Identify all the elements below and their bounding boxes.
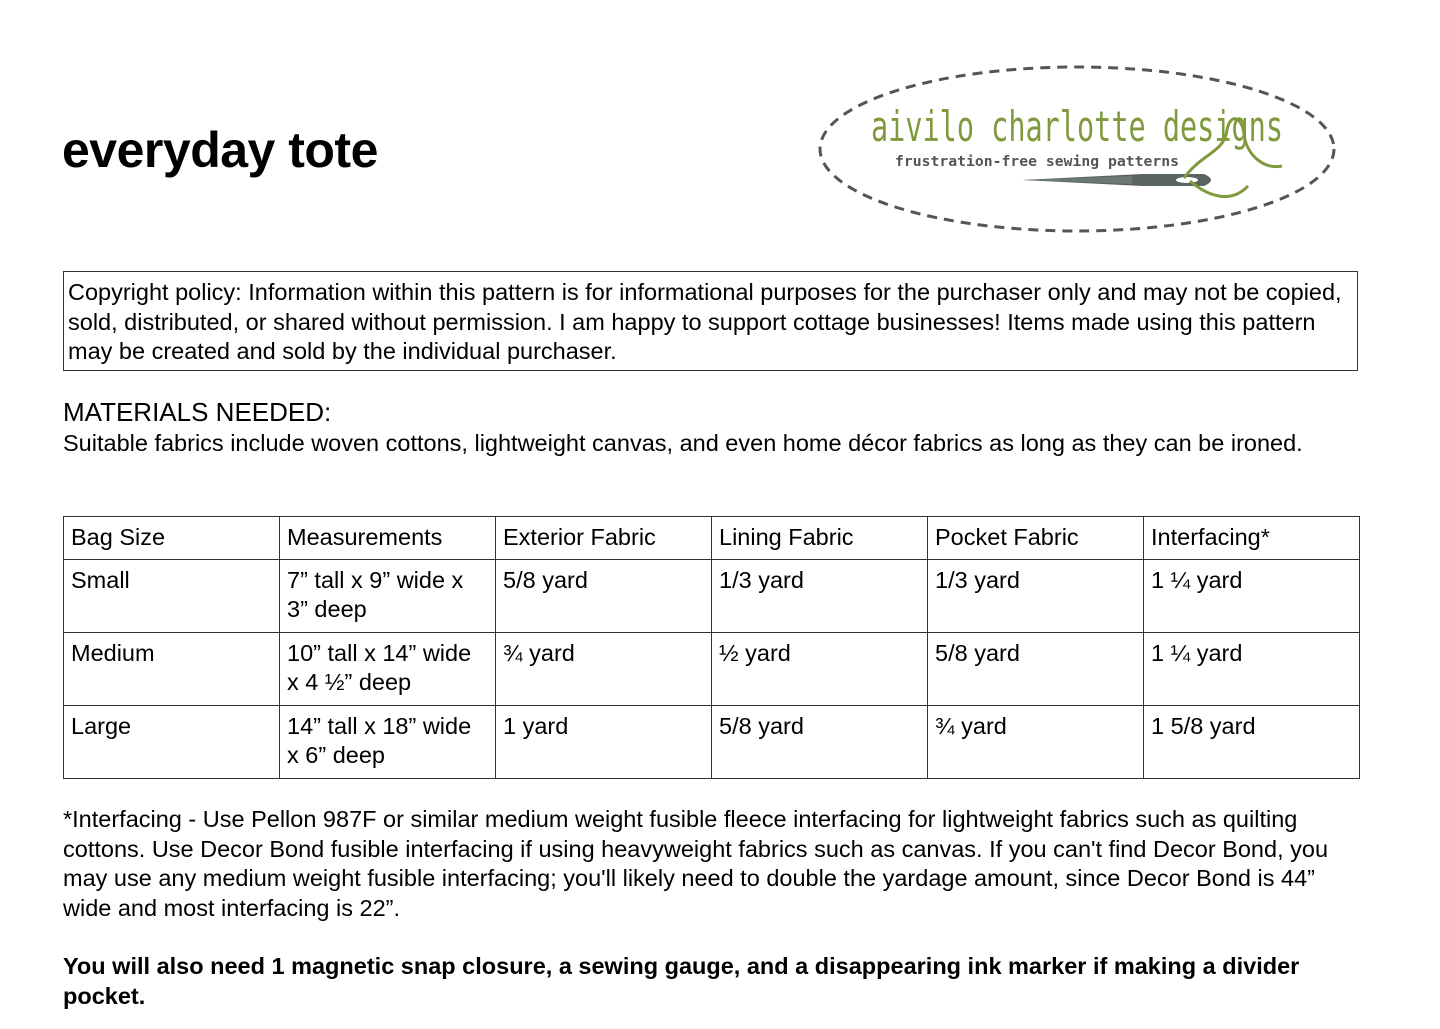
copyright-policy: Copyright policy: Information within this pattern is for informational purposes for the purchaser only and may not be copied, sold, distributed, or shared without permission. I am happy to support cottage businesses! Items made using this pattern may be created and sold by the individual purchaser. [63,271,1358,371]
cell-measurements: 7” tall x 9” wide x 3” deep [280,559,496,632]
col-header-bag-size: Bag Size [64,517,280,560]
page-title: everyday tote [62,122,378,178]
cell-bag-size: Medium [64,632,280,705]
logo-brand-name: aivilo charlotte designs [871,102,1283,151]
cell-lining-fabric: ½ yard [712,632,928,705]
materials-heading: MATERIALS NEEDED: [63,397,332,427]
cell-measurements: 14” tall x 18” wide x 6” deep [280,705,496,778]
cell-pocket-fabric: ¾ yard [928,705,1144,778]
cell-exterior-fabric: 1 yard [496,705,712,778]
col-header-lining-fabric: Lining Fabric [712,517,928,560]
cell-exterior-fabric: 5/8 yard [496,559,712,632]
interfacing-note: *Interfacing - Use Pellon 987F or similar medium weight fusible fleece interfacing for lightweight fabrics such as quilting cottons. Use Decor Bond fusible interfacing if using heavyweight fabrics such as canvas. If you can't find Decor Bond, you may use any medium weight fusible interfacing; you'll likely need to double the yardage amount, since Decor Bond is 44” wide and most interfacing is 22”. [63,806,1329,921]
table-header-row [64,517,1360,560]
table-row [64,632,1360,705]
table-row [64,559,1360,632]
brand-logo [812,58,1342,240]
cell-pocket-fabric: 5/8 yard [928,632,1144,705]
col-header-exterior-fabric: Exterior Fabric [496,517,712,560]
table-row [64,705,1360,778]
col-header-pocket-fabric: Pocket Fabric [928,517,1144,560]
col-header-measurements: Measurements [280,517,496,560]
cell-bag-size: Small [64,559,280,632]
cell-interfacing: 1 ¼ yard [1144,632,1360,705]
logo-tagline: frustration-free sewing patterns [895,154,1179,170]
cell-interfacing: 1 ¼ yard [1144,559,1360,632]
cell-lining-fabric: 1/3 yard [712,559,928,632]
cell-interfacing: 1 5/8 yard [1144,705,1360,778]
col-header-interfacing: Interfacing* [1144,517,1360,560]
cell-pocket-fabric: 1/3 yard [928,559,1144,632]
materials-description: Suitable fabrics include woven cottons, lightweight canvas, and even home décor fabrics as long as they can be ironed. [63,430,1303,456]
materials-table [63,516,1360,779]
cell-exterior-fabric: ¾ yard [496,632,712,705]
cell-bag-size: Large [64,705,280,778]
additional-supplies-note: You will also need 1 magnetic snap closure, a sewing gauge, and a disappearing ink marker if making a divider pocket. [63,953,1300,1009]
cell-measurements: 10” tall x 14” wide x 4 ½” deep [280,632,496,705]
cell-lining-fabric: 5/8 yard [712,705,928,778]
